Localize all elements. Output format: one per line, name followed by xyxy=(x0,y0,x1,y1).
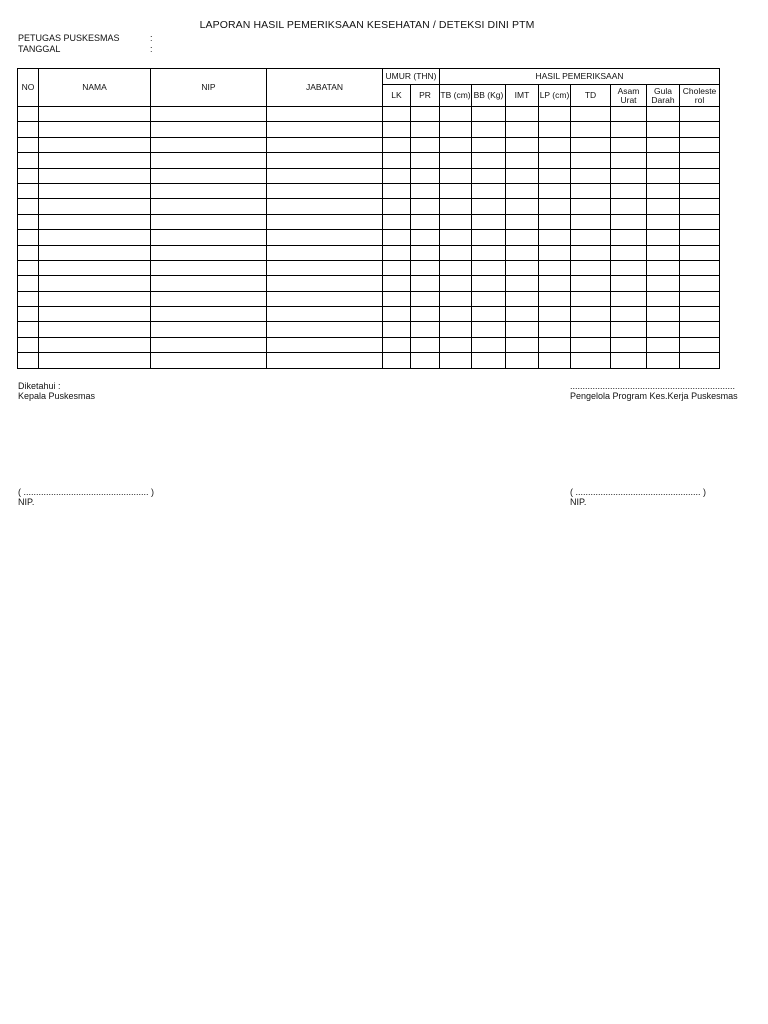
table-cell xyxy=(383,230,411,245)
table-cell xyxy=(440,322,472,337)
table-cell xyxy=(680,214,720,229)
table-cell xyxy=(18,122,39,137)
table-cell xyxy=(18,107,39,122)
table-cell xyxy=(18,353,39,368)
table-cell xyxy=(411,199,440,214)
table-cell xyxy=(611,137,647,152)
col-cholesterol: Choleste rol xyxy=(680,85,720,107)
table-cell xyxy=(571,307,611,322)
table-cell xyxy=(267,168,383,183)
table-cell xyxy=(411,291,440,306)
kepala-puskesmas-label: Kepala Puskesmas xyxy=(18,391,96,401)
table-cell xyxy=(611,122,647,137)
table-cell xyxy=(39,245,151,260)
table-cell xyxy=(440,168,472,183)
table-cell xyxy=(571,214,611,229)
table-cell xyxy=(151,245,267,260)
table-cell xyxy=(39,230,151,245)
table-cell xyxy=(506,230,539,245)
table-cell xyxy=(571,107,611,122)
table-cell xyxy=(383,337,411,352)
table-cell xyxy=(680,260,720,275)
table-cell xyxy=(411,307,440,322)
table-cell xyxy=(571,153,611,168)
table-cell xyxy=(647,322,680,337)
table-cell xyxy=(39,199,151,214)
table-cell xyxy=(39,153,151,168)
table-cell xyxy=(506,214,539,229)
table-cell xyxy=(611,307,647,322)
table-cell xyxy=(506,337,539,352)
table-row xyxy=(18,214,720,229)
table-cell xyxy=(506,245,539,260)
col-jabatan: JABATAN xyxy=(267,69,383,107)
table-cell xyxy=(539,107,571,122)
table-cell xyxy=(539,260,571,275)
table-cell xyxy=(539,122,571,137)
col-nama: NAMA xyxy=(39,69,151,107)
table-cell xyxy=(411,353,440,368)
table-cell xyxy=(18,322,39,337)
table-cell xyxy=(411,107,440,122)
col-tb: TB (cm) xyxy=(440,85,472,107)
table-cell xyxy=(539,183,571,198)
table-cell xyxy=(383,214,411,229)
table-cell xyxy=(383,245,411,260)
table-cell xyxy=(18,214,39,229)
col-gula-darah: Gula Darah xyxy=(647,85,680,107)
table-cell xyxy=(411,245,440,260)
table-cell xyxy=(680,353,720,368)
footer-right xyxy=(570,381,738,401)
table-cell xyxy=(267,214,383,229)
table-cell xyxy=(383,199,411,214)
table-cell xyxy=(680,322,720,337)
table-cell xyxy=(151,291,267,306)
table-cell xyxy=(539,199,571,214)
table-cell xyxy=(151,199,267,214)
col-imt: IMT xyxy=(506,85,539,107)
table-cell xyxy=(39,183,151,198)
table-cell xyxy=(472,307,506,322)
diketahui-label: Diketahui : xyxy=(18,381,61,391)
table-cell xyxy=(571,122,611,137)
table-cell xyxy=(383,122,411,137)
table-cell xyxy=(411,337,440,352)
table-cell xyxy=(472,291,506,306)
footer-left xyxy=(18,381,95,401)
table-cell xyxy=(411,230,440,245)
table-cell xyxy=(151,230,267,245)
table-cell xyxy=(506,107,539,122)
table-cell xyxy=(571,291,611,306)
table-cell xyxy=(18,230,39,245)
table-cell xyxy=(539,137,571,152)
table-cell xyxy=(472,260,506,275)
table-cell xyxy=(539,322,571,337)
table-row xyxy=(18,122,720,137)
table-cell xyxy=(383,183,411,198)
table-cell xyxy=(267,276,383,291)
right-signature-block xyxy=(570,487,706,507)
table-cell xyxy=(506,137,539,152)
table-cell xyxy=(151,260,267,275)
table-cell xyxy=(18,137,39,152)
table-cell xyxy=(647,230,680,245)
col-lp: LP (cm) xyxy=(539,85,571,107)
table-cell xyxy=(151,183,267,198)
table-cell xyxy=(383,168,411,183)
table-cell xyxy=(680,183,720,198)
pengelola-program-label: Pengelola Program Kes.Kerja Puskesmas xyxy=(570,391,738,401)
table-cell xyxy=(571,276,611,291)
table-cell xyxy=(680,153,720,168)
table-cell xyxy=(611,353,647,368)
table-cell xyxy=(39,260,151,275)
table-cell xyxy=(440,214,472,229)
report-title: LAPORAN HASIL PEMERIKSAAN KESEHATAN / DETEKSI DINI PTM xyxy=(199,19,535,31)
left-nip-label: NIP. xyxy=(18,497,35,507)
table-cell xyxy=(151,153,267,168)
table-cell xyxy=(18,245,39,260)
table-row xyxy=(18,337,720,352)
table-row xyxy=(18,353,720,368)
table-cell xyxy=(571,337,611,352)
table-cell xyxy=(680,291,720,306)
table-cell xyxy=(680,168,720,183)
table-cell xyxy=(440,183,472,198)
table-row xyxy=(18,107,720,122)
table-cell xyxy=(571,245,611,260)
col-asam-urat: Asam Urat xyxy=(611,85,647,107)
table-cell xyxy=(39,353,151,368)
table-row xyxy=(18,307,720,322)
table-cell xyxy=(440,276,472,291)
table-cell xyxy=(571,260,611,275)
table-cell xyxy=(267,291,383,306)
table-cell xyxy=(440,137,472,152)
table-cell xyxy=(647,183,680,198)
table-row xyxy=(18,291,720,306)
table-cell xyxy=(151,214,267,229)
table-cell xyxy=(383,137,411,152)
table-cell xyxy=(647,214,680,229)
table-cell xyxy=(611,107,647,122)
table-cell xyxy=(267,337,383,352)
table-cell xyxy=(571,322,611,337)
table-cell xyxy=(571,168,611,183)
table-cell xyxy=(611,260,647,275)
table-cell xyxy=(411,122,440,137)
table-cell xyxy=(647,137,680,152)
table-cell xyxy=(472,137,506,152)
table-cell xyxy=(411,153,440,168)
table-cell xyxy=(647,122,680,137)
col-umur: UMUR (THN) xyxy=(383,69,440,85)
table-cell xyxy=(440,260,472,275)
table-cell xyxy=(39,322,151,337)
table-row xyxy=(18,245,720,260)
table-cell xyxy=(151,122,267,137)
table-cell xyxy=(472,230,506,245)
table-cell xyxy=(647,276,680,291)
col-lk: LK xyxy=(383,85,411,107)
table-cell xyxy=(472,153,506,168)
table-cell xyxy=(472,353,506,368)
col-bb: BB (Kg) xyxy=(472,85,506,107)
table-cell xyxy=(680,137,720,152)
table-cell xyxy=(267,153,383,168)
table-cell xyxy=(506,199,539,214)
table-cell xyxy=(611,199,647,214)
table-cell xyxy=(440,199,472,214)
table-cell xyxy=(680,107,720,122)
table-cell xyxy=(383,153,411,168)
table-cell xyxy=(267,107,383,122)
table-cell xyxy=(539,307,571,322)
table-cell xyxy=(411,137,440,152)
right-nip-label: NIP. xyxy=(570,497,587,507)
table-cell xyxy=(571,230,611,245)
table-row xyxy=(18,322,720,337)
table-cell xyxy=(611,214,647,229)
table-cell xyxy=(267,322,383,337)
table-cell xyxy=(539,337,571,352)
table-cell xyxy=(506,291,539,306)
table-cell xyxy=(571,137,611,152)
col-nip: NIP xyxy=(151,69,267,107)
table-cell xyxy=(18,199,39,214)
table-cell xyxy=(267,353,383,368)
table-cell xyxy=(411,260,440,275)
table-cell xyxy=(611,276,647,291)
table-row xyxy=(18,260,720,275)
table-cell xyxy=(680,337,720,352)
table-cell xyxy=(18,168,39,183)
table-cell xyxy=(539,153,571,168)
table-cell xyxy=(611,168,647,183)
table-cell xyxy=(506,260,539,275)
petugas-label: PETUGAS PUSKESMAS xyxy=(18,33,120,43)
table-cell xyxy=(539,168,571,183)
table-cell xyxy=(267,122,383,137)
table-cell xyxy=(680,307,720,322)
col-no: NO xyxy=(18,69,39,107)
table-cell xyxy=(39,122,151,137)
table-cell xyxy=(472,183,506,198)
table-cell xyxy=(539,230,571,245)
table-cell xyxy=(151,307,267,322)
table-cell xyxy=(151,137,267,152)
table-cell xyxy=(151,353,267,368)
table-cell xyxy=(411,168,440,183)
table-cell xyxy=(151,107,267,122)
table-cell xyxy=(472,276,506,291)
table-cell xyxy=(440,337,472,352)
tanggal-line xyxy=(18,44,153,54)
table-cell xyxy=(571,183,611,198)
table-cell xyxy=(647,353,680,368)
table-cell xyxy=(506,307,539,322)
table-cell xyxy=(39,307,151,322)
table-cell xyxy=(18,337,39,352)
table-cell xyxy=(571,199,611,214)
table-cell xyxy=(472,168,506,183)
petugas-colon: : xyxy=(150,33,153,43)
table-cell xyxy=(440,245,472,260)
table-cell xyxy=(267,230,383,245)
table-cell xyxy=(18,276,39,291)
left-signature-line: ( .................................................. ) xyxy=(18,487,155,497)
table-cell xyxy=(383,107,411,122)
table-cell xyxy=(383,322,411,337)
table-cell xyxy=(39,337,151,352)
table-cell xyxy=(506,353,539,368)
table-row xyxy=(18,137,720,152)
table-cell xyxy=(151,276,267,291)
table-cell xyxy=(411,322,440,337)
table-cell xyxy=(472,199,506,214)
table-cell xyxy=(440,230,472,245)
col-hasil-pemeriksaan: HASIL PEMERIKSAAN xyxy=(440,69,720,85)
col-pr: PR xyxy=(411,85,440,107)
table-cell xyxy=(611,230,647,245)
table-row xyxy=(18,168,720,183)
table-cell xyxy=(440,307,472,322)
table-cell xyxy=(680,122,720,137)
table-cell xyxy=(18,291,39,306)
table-row xyxy=(18,153,720,168)
table-cell xyxy=(18,260,39,275)
table-cell xyxy=(151,337,267,352)
table-cell xyxy=(680,276,720,291)
table-cell xyxy=(647,337,680,352)
table-cell xyxy=(472,337,506,352)
table-cell xyxy=(506,122,539,137)
table-row xyxy=(18,276,720,291)
table-cell xyxy=(647,168,680,183)
table-cell xyxy=(267,183,383,198)
signature-dots: .................................................................. xyxy=(570,381,736,391)
table-cell xyxy=(680,230,720,245)
table-cell xyxy=(611,337,647,352)
table-cell xyxy=(611,291,647,306)
table-cell xyxy=(611,322,647,337)
table-cell xyxy=(472,322,506,337)
table-cell xyxy=(151,168,267,183)
table-cell xyxy=(383,260,411,275)
table-cell xyxy=(611,245,647,260)
table-cell xyxy=(267,260,383,275)
table-cell xyxy=(506,153,539,168)
table-cell xyxy=(680,245,720,260)
table-cell xyxy=(411,214,440,229)
table-cell xyxy=(440,122,472,137)
table-row xyxy=(18,199,720,214)
table-cell xyxy=(267,199,383,214)
col-td: TD xyxy=(571,85,611,107)
table-cell xyxy=(440,153,472,168)
table-cell xyxy=(411,183,440,198)
table-cell xyxy=(506,276,539,291)
table-cell xyxy=(39,137,151,152)
table-cell xyxy=(647,153,680,168)
table-cell xyxy=(506,183,539,198)
table-cell xyxy=(39,276,151,291)
table-cell xyxy=(18,183,39,198)
table-cell xyxy=(647,291,680,306)
table-cell xyxy=(383,276,411,291)
table-cell xyxy=(440,291,472,306)
table-cell xyxy=(647,245,680,260)
table-cell xyxy=(506,322,539,337)
table-cell xyxy=(151,322,267,337)
table-cell xyxy=(539,214,571,229)
table-cell xyxy=(18,307,39,322)
health-check-table xyxy=(17,68,720,369)
table-cell xyxy=(411,276,440,291)
table-cell xyxy=(539,353,571,368)
table-row xyxy=(18,230,720,245)
table-cell xyxy=(680,199,720,214)
table-cell xyxy=(472,107,506,122)
table-cell xyxy=(539,291,571,306)
table-cell xyxy=(472,122,506,137)
table-cell xyxy=(267,245,383,260)
table-cell xyxy=(267,307,383,322)
table-cell xyxy=(647,307,680,322)
table-cell xyxy=(647,107,680,122)
table-cell xyxy=(39,214,151,229)
table-cell xyxy=(440,353,472,368)
table-cell xyxy=(383,291,411,306)
table-body xyxy=(18,107,720,369)
table-cell xyxy=(611,183,647,198)
table-cell xyxy=(539,276,571,291)
table-cell xyxy=(39,168,151,183)
tanggal-label: TANGGAL xyxy=(18,44,61,54)
table-cell xyxy=(539,245,571,260)
table-cell xyxy=(39,107,151,122)
table-cell xyxy=(472,214,506,229)
left-signature-block xyxy=(18,487,154,507)
table-cell xyxy=(267,137,383,152)
table-cell xyxy=(571,353,611,368)
table-cell xyxy=(440,107,472,122)
table-cell xyxy=(647,260,680,275)
table-cell xyxy=(506,168,539,183)
table-cell xyxy=(18,153,39,168)
table-cell xyxy=(647,199,680,214)
table-row xyxy=(18,183,720,198)
table-cell xyxy=(383,353,411,368)
petugas-line xyxy=(18,33,153,43)
tanggal-colon: : xyxy=(150,44,153,54)
right-signature-line: ( .................................................. ) xyxy=(570,487,707,497)
table-cell xyxy=(383,307,411,322)
table-cell xyxy=(611,153,647,168)
table-cell xyxy=(39,291,151,306)
table-cell xyxy=(472,245,506,260)
